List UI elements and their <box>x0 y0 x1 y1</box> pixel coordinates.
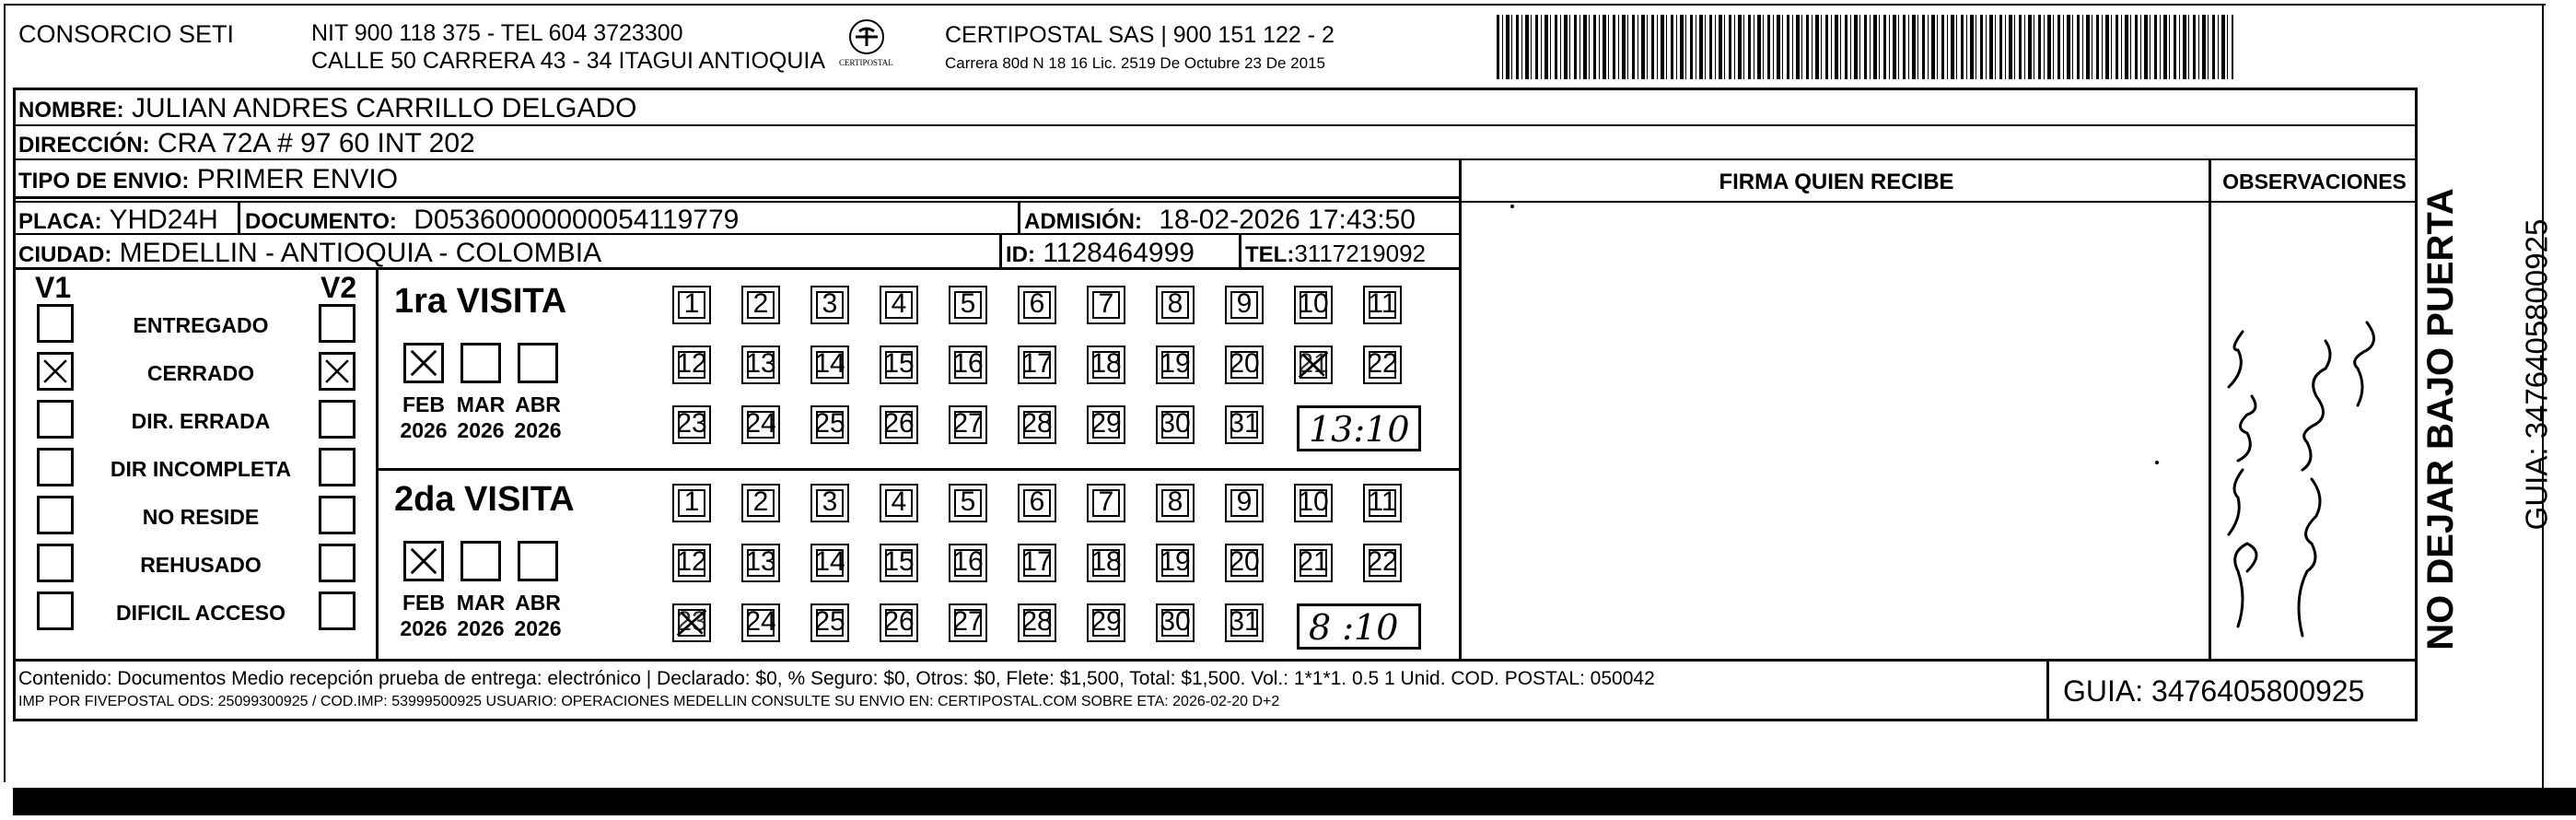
visit-time-value: 13:10 <box>1309 409 1410 450</box>
status-v1-checkbox[interactable] <box>37 448 74 486</box>
status-label: ENTREGADO <box>133 313 269 337</box>
company-address: CALLE 50 CARRERA 43 - 34 ITAGUI ANTIOQUIA <box>311 48 826 74</box>
visit-month-label: MAR <box>456 591 506 615</box>
visit-day-number: 21 <box>1298 348 1329 379</box>
status-v2-checkbox[interactable] <box>319 352 356 391</box>
visit-day-number: 31 <box>1229 606 1260 637</box>
plate-value: YHD24H <box>109 205 218 235</box>
company-nit: NIT 900 118 375 - TEL 604 3723300 <box>311 20 683 46</box>
visit-day-box[interactable] <box>949 603 987 642</box>
visit-year-label: 2026 <box>514 616 562 640</box>
visit-day-box[interactable] <box>810 544 849 582</box>
left-border <box>4 4 6 782</box>
visit-day-box[interactable] <box>1294 346 1333 384</box>
name-label: NOMBRE: <box>18 98 124 123</box>
document-row <box>245 206 739 234</box>
visit-title: 1ra VISITA <box>394 282 567 321</box>
visit-day-box[interactable] <box>672 405 711 444</box>
visit-day-box[interactable] <box>949 544 987 582</box>
visit-day-number: 7 <box>1098 486 1114 517</box>
visit-day-box[interactable] <box>1156 346 1195 384</box>
visit-day-box[interactable] <box>1087 544 1125 582</box>
visit-day-number: 2 <box>752 486 769 517</box>
status-v1-checkbox[interactable] <box>37 496 74 534</box>
visit-day-box[interactable] <box>741 286 780 324</box>
visit-day-box[interactable] <box>1087 603 1125 642</box>
plate-label: PLACA: <box>18 209 102 234</box>
visit-day-number: 26 <box>883 606 915 637</box>
admission-row <box>1024 206 1416 234</box>
visit-day-number: 6 <box>1029 486 1045 517</box>
visit-title: 2da VISITA <box>394 480 575 519</box>
visit-day-box[interactable] <box>949 484 987 522</box>
visit-day-number: 1 <box>683 486 700 517</box>
visit-day-box[interactable] <box>1363 346 1402 384</box>
observations-handwriting <box>2210 203 2415 659</box>
visit-day-number: 17 <box>1021 348 1053 379</box>
visit-time-box[interactable] <box>1297 405 1421 451</box>
tel-value: 3117219092 <box>1294 240 1426 267</box>
visit-day-box[interactable] <box>1225 346 1264 384</box>
visit-day-number: 4 <box>891 288 907 319</box>
footer-guide: GUIA: 3476405800925 <box>2063 674 2365 708</box>
visit-day-box[interactable] <box>1294 544 1333 582</box>
visit-day-number: 22 <box>1367 546 1398 577</box>
visit-month-label: ABR <box>515 591 561 615</box>
status-v1-checkbox[interactable] <box>37 400 74 439</box>
visit-day-box[interactable] <box>1018 484 1056 522</box>
visit-day-box[interactable] <box>1156 603 1195 642</box>
plate-row <box>18 206 218 234</box>
footer-content: Contenido: Documentos Medio recepción prueba de entrega: electrónico | Declarado: $0, % Seguro: $0, Otros: $0, Flete: $1,500, Total: $1,500. Vol.: 1*1*1. 0.5 1 Unid. COD. POSTAL: 050042 <box>18 668 1655 689</box>
visit-day-box[interactable] <box>741 544 780 582</box>
visit-day-number: 17 <box>1021 546 1053 577</box>
visit-month-checkbox[interactable] <box>518 541 558 581</box>
visit-day-number: 5 <box>960 288 976 319</box>
v2-header: V2 <box>321 271 357 304</box>
visit-day-number: 16 <box>952 348 984 379</box>
visit-month-checkbox[interactable] <box>403 541 444 581</box>
visit-day-box[interactable] <box>880 346 918 384</box>
visit-year-label: 2026 <box>457 616 505 640</box>
visit-month-label: FEB <box>402 392 445 416</box>
carrier-license: Carrera 80d N 18 16 Lic. 2519 De Octubre 23 De 2015 <box>945 54 1325 72</box>
status-v2-checkbox[interactable] <box>319 304 356 343</box>
visit-day-number: 1 <box>683 288 700 319</box>
name-value: JULIAN ANDRES CARRILLO DELGADO <box>132 93 637 123</box>
id-value: 1128464999 <box>1043 238 1195 268</box>
shipment-row <box>18 166 398 193</box>
visit-day-number: 11 <box>1368 486 1397 517</box>
tel-label: TEL: <box>1245 242 1295 267</box>
city-row <box>18 240 601 267</box>
visit-day-box[interactable] <box>1294 484 1333 522</box>
status-v2-checkbox[interactable] <box>319 592 356 630</box>
status-label: DIR INCOMPLETA <box>110 457 292 481</box>
visit-day-number: 6 <box>1029 288 1045 319</box>
visit-day-box[interactable] <box>880 544 918 582</box>
visit-day-number: 3 <box>822 486 838 517</box>
visit-day-number: 21 <box>1298 546 1329 577</box>
barcode <box>1497 15 2233 79</box>
visit-day-number: 19 <box>1160 348 1191 379</box>
visit-day-number: 10 <box>1298 486 1329 517</box>
shipment-value: PRIMER ENVIO <box>196 164 399 194</box>
visit-month-checkbox[interactable] <box>460 541 501 581</box>
status-label: DIR. ERRADA <box>131 409 271 433</box>
status-v2-checkbox[interactable] <box>319 544 356 582</box>
status-v2-checkbox[interactable] <box>319 496 356 534</box>
address-value: CRA 72A # 97 60 INT 202 <box>157 128 475 158</box>
visit-day-box[interactable] <box>1087 405 1125 444</box>
visit-day-number: 3 <box>822 288 838 319</box>
status-v1-checkbox[interactable] <box>37 352 74 391</box>
visit-day-number: 12 <box>676 348 707 379</box>
visit-day-box[interactable] <box>810 286 849 324</box>
visit-day-number: 28 <box>1021 606 1053 637</box>
top-border <box>4 4 2546 6</box>
admission-label: ADMISIÓN: <box>1024 209 1142 234</box>
visit-year-label: 2026 <box>457 418 505 442</box>
visit-day-box[interactable] <box>1363 286 1402 324</box>
visit-year-label: 2026 <box>400 616 448 640</box>
visit-time-box[interactable] <box>1297 603 1421 650</box>
side-guide: GUIA: 3476405800925 <box>2519 218 2554 531</box>
visit-day-number: 8 <box>1167 288 1183 319</box>
visit-day-box[interactable] <box>1225 603 1264 642</box>
visit-day-number: 24 <box>745 606 776 637</box>
status-v1-checkbox[interactable] <box>37 592 74 630</box>
visit-day-number: 11 <box>1368 288 1397 319</box>
visit-day-box[interactable] <box>1156 484 1195 522</box>
visit-day-box[interactable] <box>672 484 711 522</box>
visit-month-checkbox[interactable] <box>403 343 444 383</box>
address-label: DIRECCIÓN: <box>18 133 150 158</box>
side-notice: NO DEJAR BAJO PUERTA <box>2420 188 2461 650</box>
observations-header: OBSERVACIONES <box>2222 170 2407 193</box>
visit-day-box[interactable] <box>1156 286 1195 324</box>
visit-day-number: 9 <box>1236 288 1253 319</box>
status-v1-checkbox[interactable] <box>37 544 74 582</box>
visit-day-box[interactable] <box>810 484 849 522</box>
visit-day-box[interactable] <box>672 346 711 384</box>
visit-month-checkbox[interactable] <box>518 343 558 383</box>
status-label: DIFICIL ACCESO <box>115 601 286 625</box>
v1-header: V1 <box>35 271 72 304</box>
carrier-nit: CERTIPOSTAL SAS | 900 151 122 - 2 <box>945 22 1335 48</box>
status-label: CERRADO <box>146 361 255 385</box>
visit-day-box[interactable] <box>1363 544 1402 582</box>
visit-day-box[interactable] <box>1225 544 1264 582</box>
visit-day-box[interactable] <box>1018 405 1056 444</box>
visit-day-number: 13 <box>745 546 776 577</box>
company-name: CONSORCIO SETI <box>18 20 235 48</box>
visit-day-box[interactable] <box>1225 405 1264 444</box>
visit-day-box[interactable] <box>880 484 918 522</box>
shipment-label: TIPO DE ENVIO: <box>18 169 190 193</box>
visit-day-number: 25 <box>814 606 845 637</box>
visit-day-number: 2 <box>752 288 769 319</box>
admission-value: 18-02-2026 17:43:50 <box>1159 205 1416 235</box>
visit-day-number: 29 <box>1090 408 1122 439</box>
visit-day-box[interactable] <box>949 286 987 324</box>
visit-day-box[interactable] <box>741 603 780 642</box>
tel-row <box>1245 241 1426 266</box>
visit-day-number: 18 <box>1090 546 1122 577</box>
visit-day-number: 20 <box>1229 348 1260 379</box>
bottom-edge <box>13 788 2576 815</box>
signature-header: FIRMA QUIEN RECIBE <box>1719 170 1954 194</box>
visit-day-number: 14 <box>814 546 845 577</box>
id-row <box>1006 240 1195 267</box>
visit-day-number: 5 <box>960 486 976 517</box>
city-label: CIUDAD: <box>18 242 112 267</box>
visit-day-box[interactable] <box>880 405 918 444</box>
visit-day-number: 27 <box>952 408 984 439</box>
visit-day-box[interactable] <box>1018 544 1056 582</box>
visit-day-box[interactable] <box>672 544 711 582</box>
name-row <box>18 95 636 123</box>
visit-day-number: 15 <box>883 546 915 577</box>
document-label: DOCUMENTO: <box>245 209 397 234</box>
city-value: MEDELLIN - ANTIOQUIA - COLOMBIA <box>119 238 602 268</box>
visit-time-value: 8 :10 <box>1309 607 1399 648</box>
visit-day-number: 23 <box>676 408 707 439</box>
visit-day-box[interactable] <box>1294 286 1333 324</box>
status-v2-checkbox[interactable] <box>319 400 356 439</box>
visit-day-box[interactable] <box>1018 603 1056 642</box>
visit-day-box[interactable] <box>880 286 918 324</box>
visit-day-box[interactable] <box>1363 484 1402 522</box>
visit-day-number: 18 <box>1090 348 1122 379</box>
visit-day-number: 10 <box>1298 288 1329 319</box>
visit-day-number: 8 <box>1167 486 1183 517</box>
visit-day-number: 30 <box>1160 408 1191 439</box>
visit-day-box[interactable] <box>880 603 918 642</box>
status-v1-checkbox[interactable] <box>37 304 74 343</box>
visit-day-box[interactable] <box>1156 544 1195 582</box>
visit-month-label: FEB <box>402 591 445 615</box>
visit-day-number: 15 <box>883 348 915 379</box>
document-value: D05360000000054119779 <box>414 205 740 235</box>
visit-day-box[interactable] <box>1087 286 1125 324</box>
visit-month-label: ABR <box>515 392 561 416</box>
visit-day-number: 30 <box>1160 606 1191 637</box>
visit-day-number: 27 <box>952 606 984 637</box>
visit-day-number: 25 <box>814 408 845 439</box>
certipostal-logo <box>833 17 900 76</box>
visit-day-number: 16 <box>952 546 984 577</box>
visit-day-number: 26 <box>883 408 915 439</box>
visit-day-number: 7 <box>1098 288 1114 319</box>
visit-year-label: 2026 <box>400 418 448 442</box>
main-top-line <box>13 88 2417 90</box>
visit-day-number: 20 <box>1229 546 1260 577</box>
visit-day-box[interactable] <box>949 405 987 444</box>
visit-day-number: 24 <box>745 408 776 439</box>
visit-day-box[interactable] <box>810 405 849 444</box>
status-label: NO RESIDE <box>142 505 260 529</box>
visit-month-checkbox[interactable] <box>460 343 501 383</box>
visit-day-box[interactable] <box>741 405 780 444</box>
visit-day-number: 14 <box>814 348 845 379</box>
status-label: REHUSADO <box>140 553 262 577</box>
visit-day-number: 31 <box>1229 408 1260 439</box>
visit-day-box[interactable] <box>1087 346 1125 384</box>
visit-day-number: 12 <box>676 546 707 577</box>
visit-day-box[interactable] <box>1156 405 1195 444</box>
visit-day-number: 13 <box>745 348 776 379</box>
visit-day-box[interactable] <box>1087 484 1125 522</box>
status-v2-checkbox[interactable] <box>319 448 356 486</box>
id-label: ID: <box>1006 242 1035 267</box>
visit-day-number: 22 <box>1367 348 1398 379</box>
visit-day-number: 4 <box>891 486 907 517</box>
visit-day-box[interactable] <box>1225 286 1264 324</box>
visit-day-box[interactable] <box>1018 286 1056 324</box>
visit-day-number: 19 <box>1160 546 1191 577</box>
visit-day-box[interactable] <box>949 346 987 384</box>
visit-day-box[interactable] <box>1225 484 1264 522</box>
visit-day-box[interactable] <box>810 346 849 384</box>
visit-day-box[interactable] <box>810 603 849 642</box>
logo-text: CERTIPOSTAL <box>839 58 893 67</box>
visit-day-number: 23 <box>676 606 707 637</box>
visit-day-box[interactable] <box>672 603 711 642</box>
visit-day-box[interactable] <box>672 286 711 324</box>
visit-day-number: 9 <box>1236 486 1253 517</box>
footer-print-info: IMP POR FIVEPOSTAL ODS: 25099300925 / COD.IMP: 53999500925 USUARIO: OPERACIONES MEDELLIN CONSULTE SU ENVIO EN: CERTIPOSTAL.COM SOBRE ETA: 2026-02-20 D+2 <box>18 694 1280 709</box>
visit-day-number: 28 <box>1021 408 1053 439</box>
visit-day-number: 29 <box>1090 606 1122 637</box>
visit-year-label: 2026 <box>514 418 562 442</box>
visit-day-box[interactable] <box>741 346 780 384</box>
visit-day-box[interactable] <box>1018 346 1056 384</box>
visit-month-label: MAR <box>456 392 506 416</box>
address-row <box>18 130 475 158</box>
visit-day-box[interactable] <box>741 484 780 522</box>
